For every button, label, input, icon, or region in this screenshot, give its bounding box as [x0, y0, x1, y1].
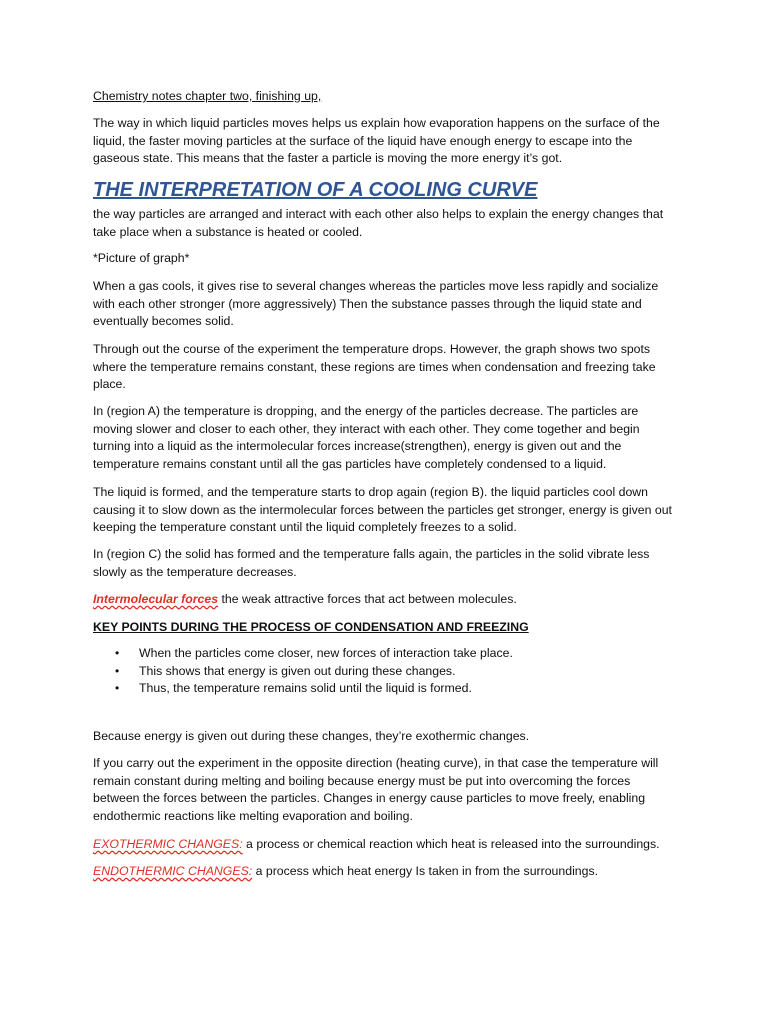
list-item: [93, 680, 679, 698]
key-points-list: [93, 645, 679, 698]
term-intermolecular-forces: Intermolecular forces: [93, 592, 219, 606]
bullet-icon: •: [115, 663, 120, 678]
list-item: [93, 663, 679, 681]
term-endothermic: ENDOTHERMIC CHANGES:: [93, 864, 253, 878]
list-item-text: This shows that energy is given out during these changes.: [139, 663, 456, 678]
definition-text: a process which heat energy Is taken in from the surroundings.: [252, 864, 599, 878]
paragraph-temperature-drops: Through out the course of the experiment the temperature drops. However, the graph shows two spots where the temperature remains constant, these regions are times when condensation and freezing take place.: [93, 342, 656, 392]
paragraph-gas-cools: When a gas cools, it gives rise to several changes whereas the particles move less rapidly and socialize with each other stronger (more aggressively) Then the substance passes through the liquid state and eventually becomes solid.: [93, 279, 659, 329]
definition-intermolecular-forces: [93, 591, 679, 609]
term-exothermic: EXOTHERMIC CHANGES:: [93, 837, 243, 851]
bullet-icon: •: [115, 681, 120, 696]
bullet-icon: •: [115, 646, 120, 660]
list-item-text: Thus, the temperature remains solid until the liquid is formed.: [139, 681, 472, 696]
paragraph-region-a: In (region A) the temperature is dropping, and the energy of the particles decrease. The particles are moving slower and closer to each other, they interact with each other. They come together and begin turning into a liquid as the intermolecular forces increase(strengthen), energy is given out and the temperature remains constant until all the gas particles have completely condensed to a liquid.: [93, 404, 640, 471]
definition-text: the weak attractive forces that act between molecules.: [218, 592, 517, 606]
definition-endothermic: [93, 863, 679, 881]
key-points-heading: KEY POINTS DURING THE PROCESS OF CONDENSATION AND FREEZING: [93, 620, 529, 634]
doc-title: Chemistry notes chapter two, finishing up,: [93, 89, 322, 103]
graph-placeholder: *Picture of graph*: [93, 251, 190, 265]
paragraph-region-c: In (region C) the solid has formed and the temperature falls again, the particles in the solid vibrate less slowly as the temperature decreases.: [93, 547, 650, 579]
list-item: [93, 645, 679, 663]
paragraph-evaporation: The way in which liquid particles moves helps us explain how evaporation happens on the surface of the liquid, the faster moving particles at the surface of the liquid have enough energy to escape into the gaseous state. This means that the faster a particle is moving the more energy it’s got.: [93, 116, 660, 166]
definition-exothermic: [93, 836, 679, 854]
definition-text: a process or chemical reaction which heat is released into the surroundings.: [242, 837, 660, 851]
paragraph-exothermic-summary: Because energy is given out during these changes, they’re exothermic changes.: [93, 729, 530, 743]
paragraph-intro: the way particles are arranged and interact with each other also helps to explain the energy changes that take place when a substance is heated or cooled.: [93, 207, 664, 239]
section-heading: THE INTERPRETATION OF A COOLING CURVE: [93, 179, 538, 201]
paragraph-heating-curve: If you carry out the experiment in the opposite direction (heating curve), in that case the temperature will remain constant during melting and boiling because energy must be put into overcoming the forces between the forces between the particles. Changes in energy cause particles to move freely, enabling endothermic reactions like melting evaporation and boiling.: [93, 756, 659, 823]
paragraph-region-b: The liquid is formed, and the temperature starts to drop again (region B). the liquid particles cool down causing it to slow down as the intermolecular forces between the particles get stronger, energy is given out keeping the temperature constant until the liquid completely freezes to a solid.: [93, 485, 672, 535]
list-item-text: When the particles come closer, new forces of interaction take place.: [139, 646, 513, 660]
